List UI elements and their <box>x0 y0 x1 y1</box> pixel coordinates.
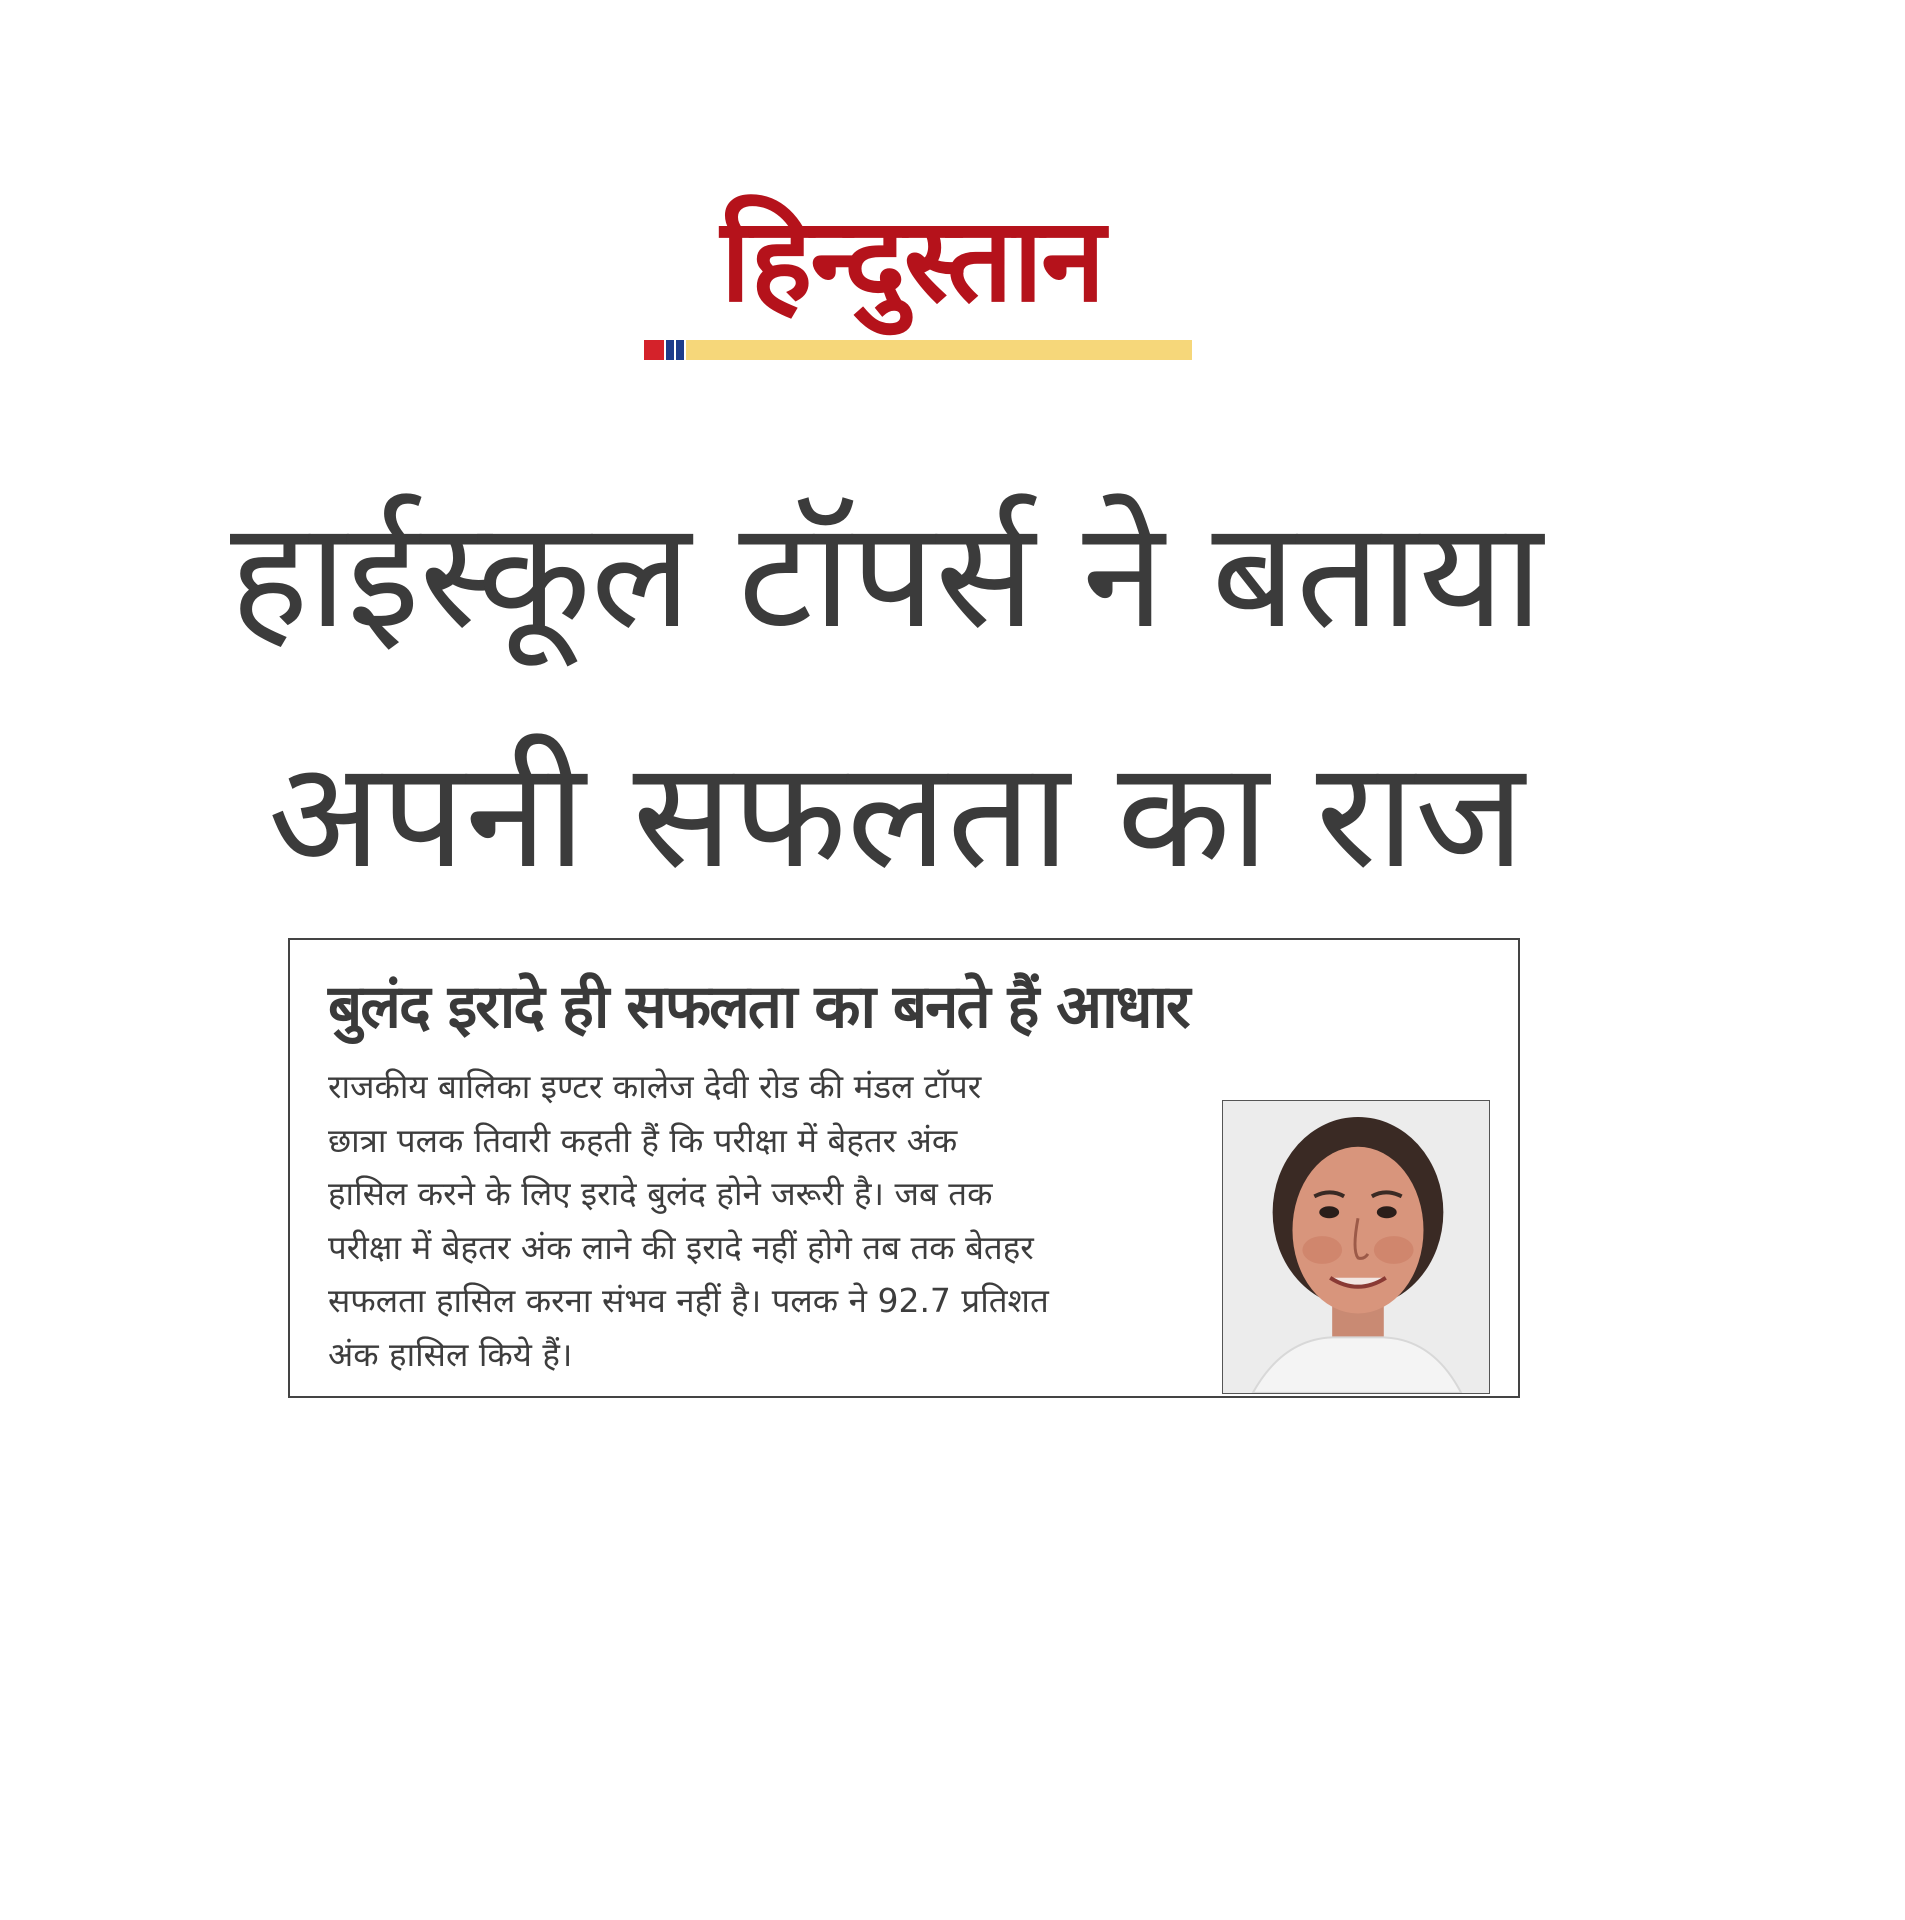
article-body-line: परीक्षा में बेहतर अंक लाने की इरादे नहीं होगे तब तक बेतहर <box>328 1227 1034 1267</box>
article-box <box>288 938 1520 1398</box>
masthead-color-bar <box>644 340 1192 360</box>
page-headline <box>230 455 1660 935</box>
article-body-line: छात्रा पलक तिवारी कहती हैं कि परीक्षा में बेहतर अंक <box>328 1120 958 1160</box>
article-title: बुलंद इरादे ही सफलता का बनते हैं आधार <box>328 972 1189 1042</box>
newspaper-masthead-logo <box>632 188 1192 363</box>
masthead-bar-red-block <box>644 340 664 360</box>
article-body <box>328 1060 1218 1381</box>
article-body-line: अंक हासिल किये हैं। <box>328 1334 573 1374</box>
masthead-name: हिन्दुस्तान <box>720 193 1104 328</box>
article-body-line: हासिल करने के लिए इरादे बुलंद होने जरूरी है। जब तक <box>328 1174 993 1213</box>
article-body-line: राजकीय बालिका इण्टर कालेज देवी रोड की मंडल टॉपर <box>328 1067 982 1106</box>
masthead-bar-yellow-band <box>686 340 1192 360</box>
portrait-illustration <box>1223 1101 1489 1393</box>
student-portrait-photo <box>1222 1100 1490 1394</box>
article-body-line: सफलता हासिल करना संभव नहीं है। पलक ने 92.7 प्रतिशत <box>328 1281 1049 1320</box>
headline-line-1: हाईस्कूल टॉपर्स ने बताया <box>230 489 1543 661</box>
headline-line-2: अपनी सफलता का राज <box>268 729 1525 901</box>
masthead-bar-blue-stripe <box>676 340 684 360</box>
masthead-bar-blue-stripe <box>666 340 674 360</box>
